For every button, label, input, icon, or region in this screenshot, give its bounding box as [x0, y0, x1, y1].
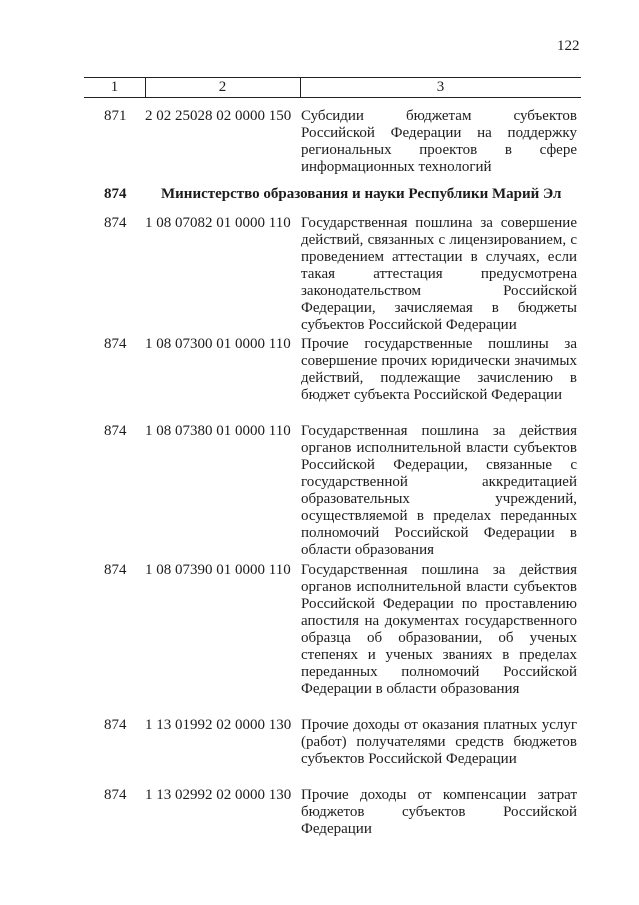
admin-code: 874 — [104, 423, 127, 439]
ministry-code: 874 — [104, 186, 127, 202]
revenue-description: Государственная пошлина за совершение действий, связанных с лицензированием, с проведением аттестации в случаях, если такая аттестация предусмотрена законодательством Российской Федерации, зачисляемая в бюджеты субъектов Российской Федерации — [301, 215, 577, 333]
kbk-code: 1 13 02992 02 0000 130 — [145, 787, 292, 803]
ministry-name: Министерство образования и науки Республики Марий Эл — [161, 186, 562, 202]
kbk-code: 1 13 01992 02 0000 130 — [145, 717, 292, 733]
admin-code: 871 — [104, 108, 127, 124]
revenue-description: Прочие государственные пошлины за совершение прочих юридически значимых действий, подлежащие зачислению в бюджет субъекта Российской Федерации — [301, 336, 577, 403]
table-header — [84, 77, 581, 98]
admin-code: 874 — [104, 787, 127, 803]
admin-code: 874 — [104, 717, 127, 733]
revenue-description: Прочие доходы от оказания платных услуг (работ) получателями средств бюджетов субъектов Российской Федерации — [301, 717, 577, 767]
revenue-description: Субсидии бюджетам субъектов Российской Федерации на поддержку региональных проектов в сфере информационных технологий — [301, 108, 577, 175]
header-col-2: 2 — [218, 79, 227, 95]
page-number: 122 — [557, 38, 580, 54]
kbk-code: 1 08 07082 01 0000 110 — [145, 215, 291, 231]
kbk-code: 1 08 07390 01 0000 110 — [145, 562, 291, 578]
admin-code: 874 — [104, 336, 127, 352]
admin-code: 874 — [104, 215, 127, 231]
revenue-description: Государственная пошлина за действия органов исполнительной власти субъектов Российской Федерации по проставлению апостиля на документах государственного образца об образовании, об ученых степенях и ученых званиях в пределах переданных полномочий Российской Федерации в области образования — [301, 562, 577, 697]
revenue-description: Государственная пошлина за действия органов исполнительной власти субъектов Российской Федерации, связанные с государственной аккредитацией образовательных учреждений, осуществляемой в пределах переданных полномочий Российской Федерации в области образования — [301, 423, 577, 558]
kbk-code: 1 08 07300 01 0000 110 — [145, 336, 291, 352]
admin-code: 874 — [104, 562, 127, 578]
header-col-3: 3 — [436, 79, 445, 95]
header-col-1: 1 — [110, 79, 119, 95]
kbk-code: 1 08 07380 01 0000 110 — [145, 423, 291, 439]
revenue-description: Прочие доходы от компенсации затрат бюджетов субъектов Российской Федерации — [301, 787, 577, 837]
kbk-code: 2 02 25028 02 0000 150 — [145, 108, 292, 124]
